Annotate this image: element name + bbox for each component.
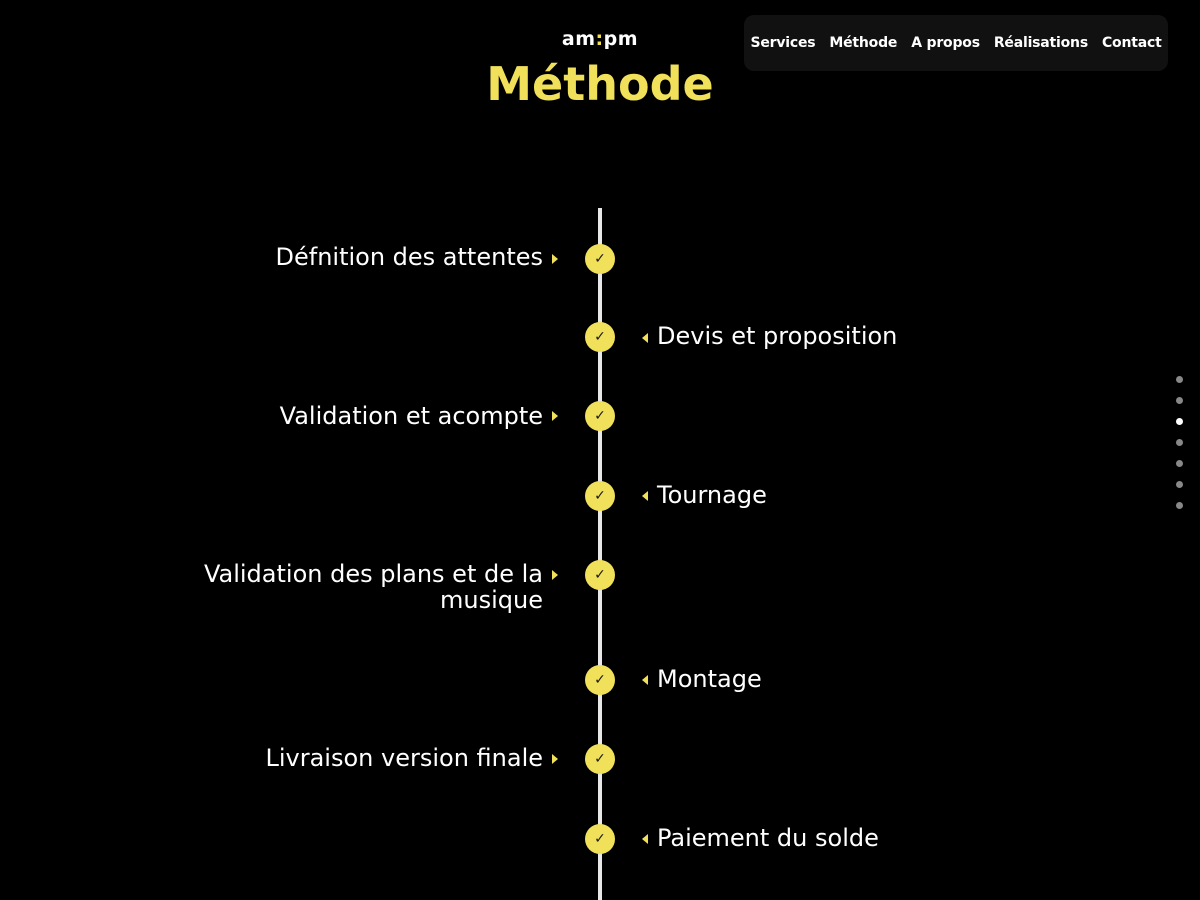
- check-circle-icon: ✓: [585, 244, 615, 274]
- check-circle-icon: ✓: [585, 665, 615, 695]
- step-label-montage: Montage: [657, 665, 762, 693]
- section-dot-2[interactable]: [1176, 397, 1183, 404]
- arrow-right-icon: [552, 254, 558, 264]
- arrow-right-icon: [552, 570, 558, 580]
- step-label-devis: Devis et proposition: [657, 322, 898, 350]
- section-dot-4[interactable]: [1176, 439, 1183, 446]
- logo-part-am: am: [561, 28, 596, 50]
- section-dot-5[interactable]: [1176, 460, 1183, 467]
- nav-item-a-propos[interactable]: A propos: [911, 35, 980, 51]
- brand-logo[interactable]: [560, 28, 640, 50]
- nav-item-methode[interactable]: Méthode: [829, 35, 898, 51]
- nav-item-services[interactable]: Services: [750, 35, 816, 51]
- logo-part-pm: pm: [603, 28, 639, 50]
- page-title: Méthode: [486, 57, 714, 111]
- step-label-tournage: Tournage: [657, 481, 767, 509]
- check-circle-icon: ✓: [585, 322, 615, 352]
- step-label-validation-plans: Validation des plans et de la musique: [203, 560, 543, 614]
- section-dot-7[interactable]: [1176, 502, 1183, 509]
- section-dot-1[interactable]: [1176, 376, 1183, 383]
- step-label-livraison: Livraison version finale: [265, 744, 543, 772]
- check-circle-icon: ✓: [585, 401, 615, 431]
- check-circle-icon: ✓: [585, 560, 615, 590]
- section-nav-dots: [1176, 376, 1184, 523]
- section-dot-3-active[interactable]: [1176, 418, 1183, 425]
- arrow-right-icon: [552, 411, 558, 421]
- arrow-left-icon: [642, 675, 648, 685]
- check-circle-icon: ✓: [585, 744, 615, 774]
- arrow-left-icon: [642, 834, 648, 844]
- step-label-validation-acompte: Validation et acompte: [279, 402, 543, 430]
- section-dot-6[interactable]: [1176, 481, 1183, 488]
- logo-separator: :: [595, 28, 604, 50]
- check-circle-icon: ✓: [585, 481, 615, 511]
- check-circle-icon: ✓: [585, 824, 615, 854]
- main-nav: [744, 15, 1168, 71]
- timeline-line: [598, 208, 602, 900]
- arrow-left-icon: [642, 333, 648, 343]
- step-label-definition: Défnition des attentes: [275, 243, 543, 271]
- arrow-left-icon: [642, 491, 648, 501]
- nav-item-contact[interactable]: Contact: [1101, 35, 1162, 51]
- arrow-right-icon: [552, 754, 558, 764]
- step-label-paiement: Paiement du solde: [657, 824, 879, 852]
- nav-item-realisations[interactable]: Réalisations: [993, 35, 1088, 51]
